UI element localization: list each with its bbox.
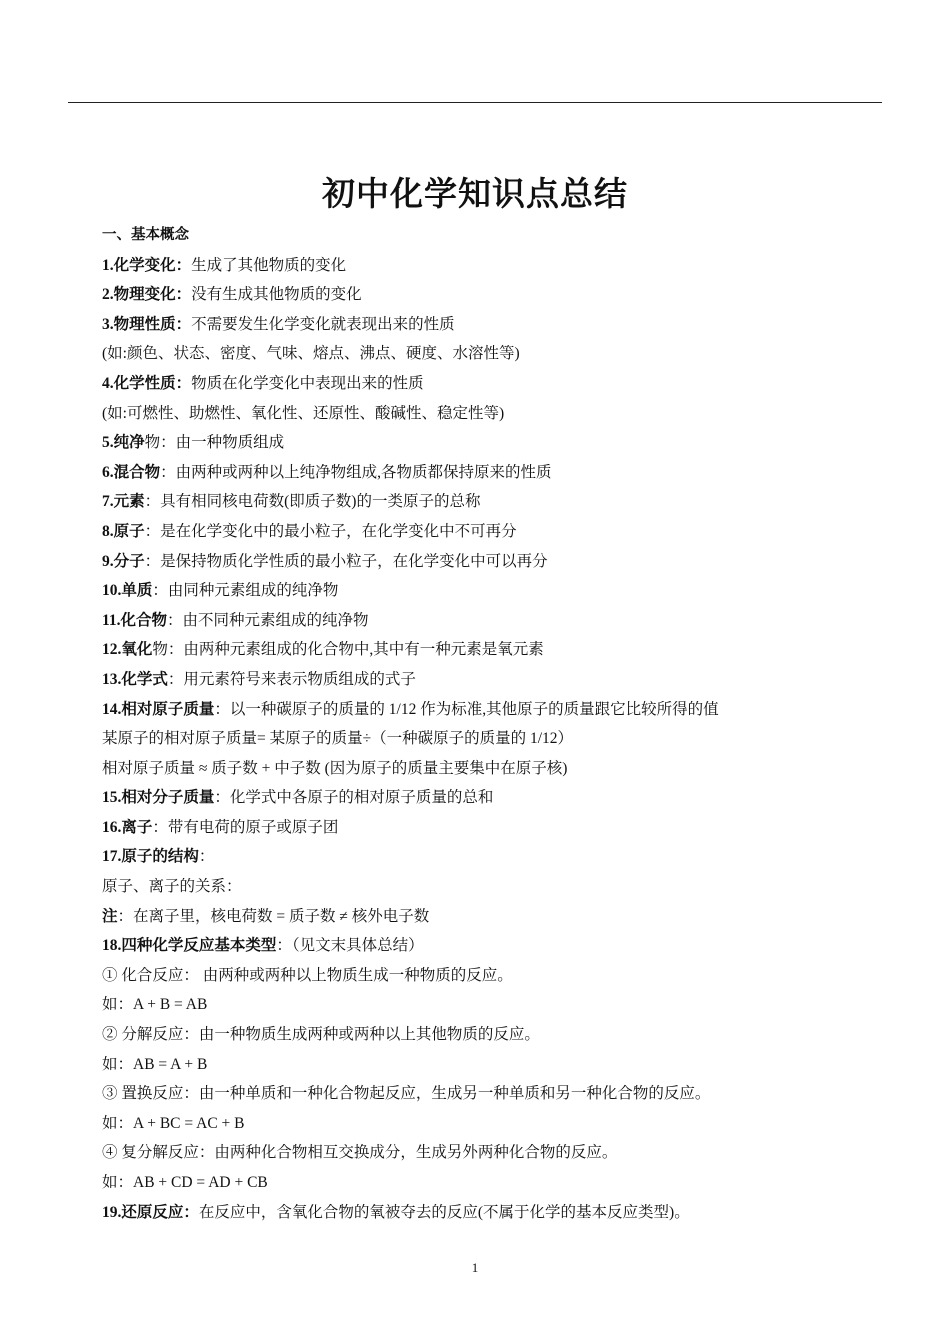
content-line [102,1168,862,1198]
line-text: 如：A + B = AB [102,996,208,1014]
term-label: 19.还原反应： [102,1203,199,1221]
content-line [102,280,862,310]
content-line [102,458,862,488]
term-label: 8.原子 [102,522,145,540]
term-label: 1.化学变化： [102,256,192,274]
line-text: ④ 复分解反应：由两种化合物相互交换成分，生成另外两种化合物的反应。 [102,1144,618,1162]
line-text: ② 分解反应：由一种物质生成两种或两种以上其他物质的反应。 [102,1026,540,1044]
line-text: ：用元素符号来表示物质组成的式子 [167,670,416,688]
content-line [102,842,862,872]
content-line [102,1079,862,1109]
line-text: 原子、离子的关系： [102,878,242,896]
content-line [102,547,862,577]
content-line [102,872,862,902]
line-text: (如:可燃性、助燃性、氧化性、还原性、酸碱性、稳定性等) [102,404,505,422]
line-text: 生成了其他物质的变化 [191,256,347,274]
content-line [102,399,862,429]
header-rule [68,102,882,103]
content-lines [102,251,862,1228]
content-line [102,1050,862,1080]
line-text: 某原子的相对原子质量= 某原子的质量÷（一种碳原子的质量的 1/12） [102,730,574,748]
term-label: 16.离子 [102,818,153,836]
line-text: 如：AB + CD = AD + CB [102,1174,268,1191]
content-line [102,517,862,547]
content-line [102,487,862,517]
term-label: 5.纯净 [102,434,145,452]
page-title: 初中化学知识点总结 [322,174,628,213]
line-text: ：化学式中各原子的相对原子质量的总和 [214,789,494,807]
line-text: 如：A + BC = AC + B [102,1114,245,1132]
line-text: 不需要发生化学变化就表现出来的性质 [191,315,455,333]
content-line [102,724,862,754]
content-line [102,783,862,813]
line-text: 如：AB = A + B [102,1055,208,1073]
content-line [102,931,862,961]
content-line [102,606,862,636]
line-text: ：（见文末具体总结） [276,937,424,955]
term-label: 13.化学式 [102,670,168,688]
term-label: 4.化学性质： [102,374,192,392]
term-label: 7.元素 [102,493,145,511]
line-text: ：以一种碳原子的质量的 1/12 作为标准,其他原子的质量跟它比较所得的值 [214,700,719,718]
document-body [102,221,862,1227]
term-label: 14.相对原子质量 [102,700,215,718]
line-text: ：是在化学变化中的最小粒子，在化学变化中不可再分 [144,522,517,540]
content-line [102,251,862,281]
line-text: ： [198,848,215,866]
content-line [102,339,862,369]
content-line [102,665,862,695]
term-label: 注 [102,907,118,925]
section-heading: 一、基本概念 [102,227,189,243]
line-text: ：是保持物质化学性质的最小粒子，在化学变化中可以再分 [144,552,548,570]
term-label: 12.氧化 [102,641,153,659]
content-line [102,1198,862,1228]
line-text: 物：由一种物质组成 [144,434,285,452]
term-label: 3.物理性质： [102,315,192,333]
content-line [102,310,862,340]
content-line [102,902,862,932]
term-label: 6.混合物 [102,463,161,481]
term-label: 17.原子的结构 [102,848,199,866]
term-label: 10.单质 [102,582,153,600]
page-number: 1 [471,1260,479,1275]
term-label: 11.化合物 [102,611,168,629]
content-line [102,990,862,1020]
content-line [102,961,862,991]
content-line [102,1020,862,1050]
line-text: 物质在化学变化中表现出来的性质 [191,374,424,392]
content-line [102,576,862,606]
line-text: ：带有电荷的原子或原子团 [152,818,339,836]
line-text: ：在离子里，核电荷数 = 质子数 ≠ 核外电子数 [117,907,430,925]
content-line [102,813,862,843]
line-text: ：由不同种元素组成的纯净物 [167,611,369,629]
term-label: 15.相对分子质量 [102,789,215,807]
content-line [102,1109,862,1139]
line-text: ① 化合反应： 由两种或两种以上物质生成一种物质的反应。 [102,966,513,984]
line-text: (如:颜色、状态、密度、气味、熔点、沸点、硬度、水溶性等) [102,345,520,363]
term-label: 9.分子 [102,552,145,570]
line-text: ③ 置换反应：由一种单质和一种化合物起反应，生成另一种单质和另一种化合物的反应。 [102,1085,711,1103]
line-text: ：由两种或两种以上纯净物组成,各物质都保持原来的性质 [160,463,552,481]
content-line [102,754,862,784]
line-text: 相对原子质量 ≈ 质子数 + 中子数 (因为原子的质量主要集中在原子核) [102,759,568,777]
content-line [102,635,862,665]
content-line [102,1138,862,1168]
line-text: 在反应中，含氧化合物的氧被夺去的反应(不属于化学的基本反应类型)。 [198,1203,690,1221]
term-label: 2.物理变化： [102,286,192,304]
term-label: 18.四种化学反应基本类型 [102,937,277,955]
line-text: ：由同种元素组成的纯净物 [152,582,339,600]
content-line [102,369,862,399]
line-text: 没有生成其他物质的变化 [191,286,362,304]
line-text: ：具有相同核电荷数(即质子数)的一类原子的总称 [144,493,481,511]
content-line [102,428,862,458]
content-line [102,695,862,725]
line-text: 物：由两种元素组成的化合物中,其中有一种元素是氧元素 [152,641,544,659]
